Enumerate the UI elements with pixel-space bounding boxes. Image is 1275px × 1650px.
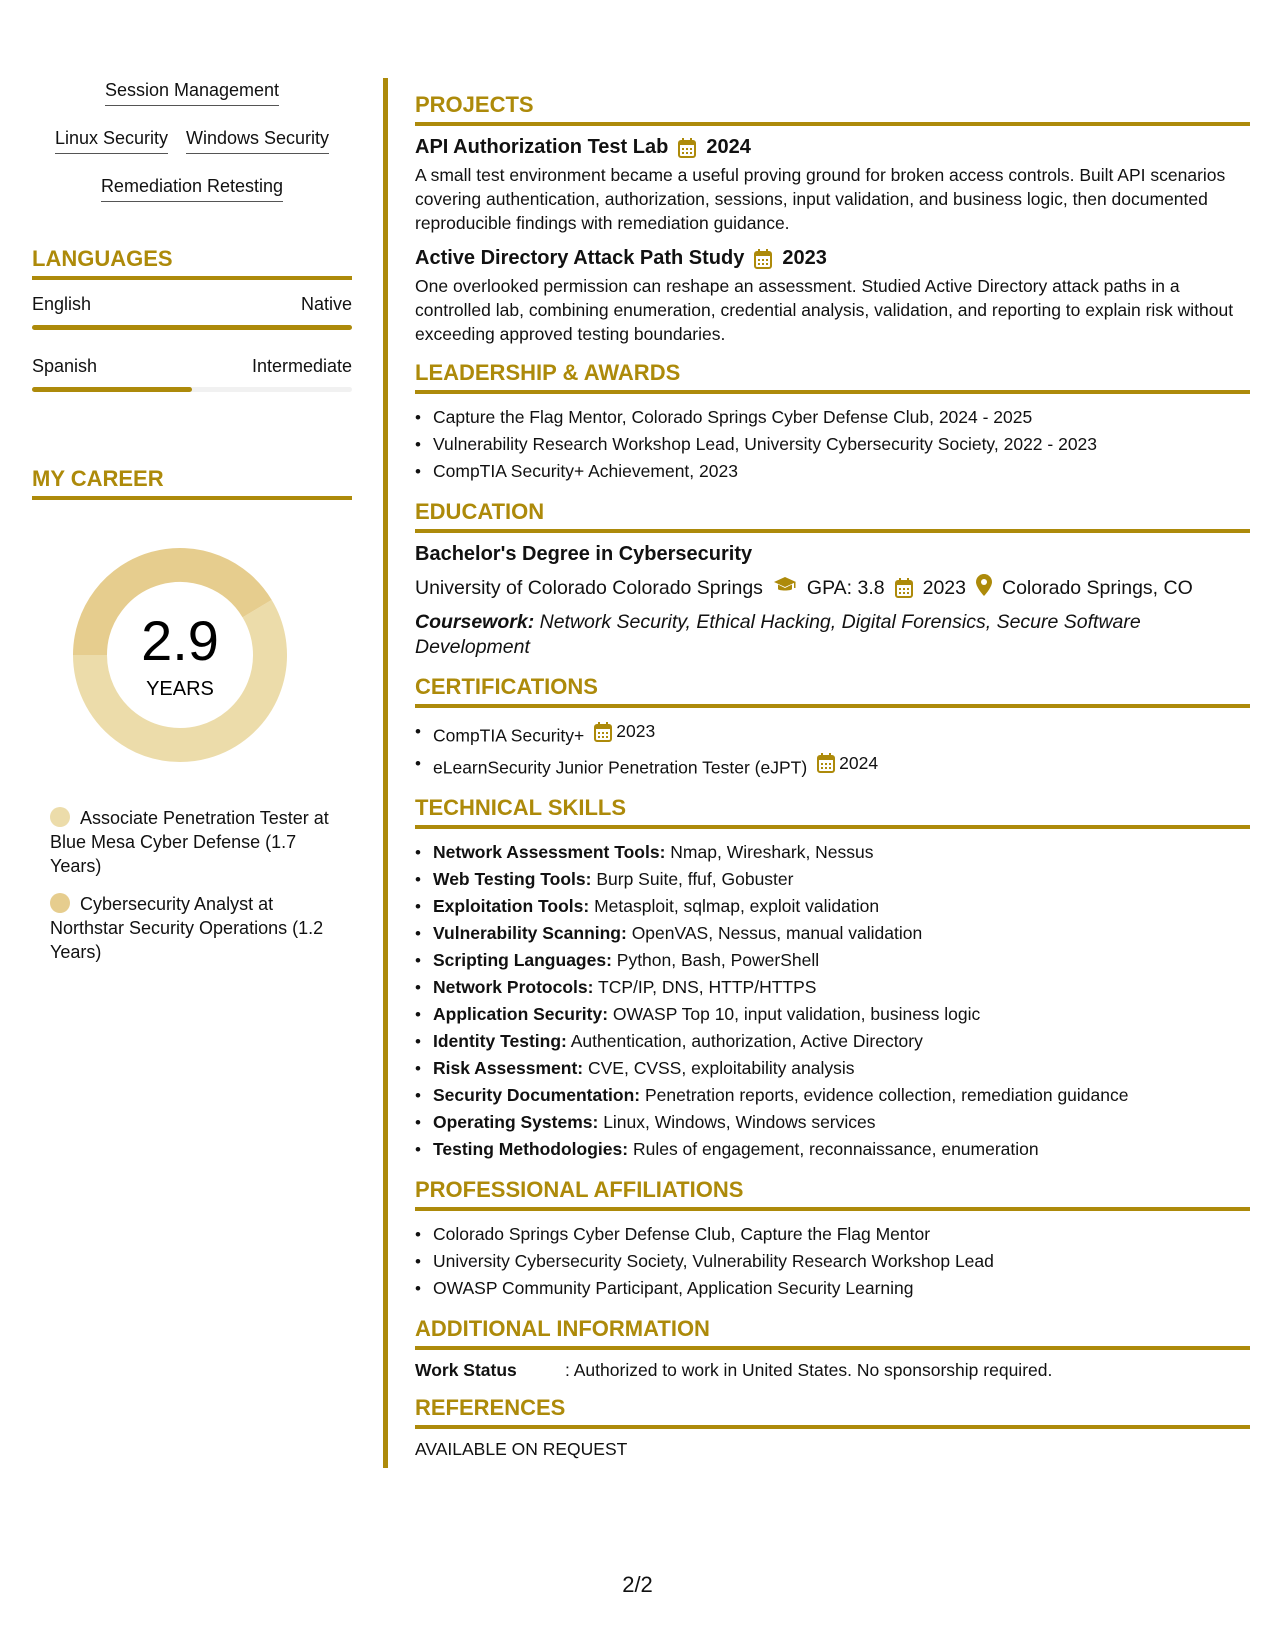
- career-donut: [65, 540, 295, 770]
- skill-item: [433, 1082, 1250, 1109]
- career-heading: MY CAREER: [32, 466, 352, 500]
- project-year: 2024: [706, 136, 751, 158]
- right-column: [415, 92, 1250, 1474]
- skill-label: Exploitation Tools:: [433, 896, 590, 916]
- skill-label: Web Testing Tools:: [433, 869, 592, 889]
- education-location: Colorado Springs, CO: [1002, 576, 1193, 599]
- project-description: One overlooked permission can reshape an assessment. Studied Active Directory attack paths in a controlled lab, combining enumeration, credential analysis, validation, and reporting to explain risk without exceeding approved testing boundaries.: [415, 276, 1234, 344]
- cert-name: CompTIA Security+: [433, 725, 585, 746]
- skill-item: [433, 974, 1250, 1001]
- skill-item: [433, 1136, 1250, 1163]
- career-item-text: Cybersecurity Analyst at Northstar Security Operations (1.2 Years): [50, 894, 324, 962]
- career-item: [50, 892, 332, 964]
- skill-label: Scripting Languages:: [433, 950, 612, 970]
- references-text: AVAILABLE ON REQUEST: [415, 1439, 628, 1459]
- language-bar: [32, 325, 352, 330]
- language-bar-fill: [32, 325, 352, 330]
- list-item: • CompTIA Security+ Achievement, 2023: [433, 458, 1250, 485]
- career-unit: YEARS: [146, 678, 214, 700]
- leadership-heading: LEADERSHIP & AWARDS: [415, 360, 1250, 394]
- skill-item: [433, 1028, 1250, 1055]
- skill-value: TCP/IP, DNS, HTTP/HTTPS: [593, 977, 817, 997]
- calendar-icon: [678, 138, 696, 158]
- skill-label: Operating Systems:: [433, 1112, 599, 1132]
- affiliations-heading: PROFESSIONAL AFFILIATIONS: [415, 1177, 1250, 1211]
- coursework-label: Coursework:: [415, 611, 535, 633]
- language-item: [32, 356, 352, 392]
- skill-label: Network Assessment Tools:: [433, 842, 666, 862]
- education-school: University of Colorado Colorado Springs: [415, 576, 763, 599]
- skill-value: Authentication, authorization, Active Directory: [566, 1031, 923, 1051]
- additional-info-section: [415, 1316, 1250, 1381]
- education-degree: Bachelor's Degree in Cybersecurity: [415, 543, 753, 565]
- list-item: • Capture the Flag Mentor, Colorado Springs Cyber Defense Club, 2024 - 2025: [433, 404, 1250, 431]
- list-item: [433, 750, 1250, 782]
- cert-year: 2024: [839, 752, 879, 773]
- references-heading: REFERENCES: [415, 1395, 1250, 1429]
- skill-item: [433, 947, 1250, 974]
- education-coursework: [415, 610, 1250, 660]
- column-divider: [383, 78, 388, 1468]
- education-gpa: GPA: 3.8: [806, 576, 885, 599]
- references-section: [415, 1395, 1250, 1460]
- legend-dot-icon: [50, 893, 70, 913]
- calendar-icon: [817, 753, 835, 773]
- language-name: Spanish: [32, 356, 98, 376]
- project-title-row: [415, 247, 1250, 270]
- skill-value: OWASP Top 10, input validation, business logic: [608, 1004, 981, 1024]
- location-pin-icon: [976, 574, 992, 602]
- career-item: [50, 806, 332, 878]
- skill-value: Linux, Windows, Windows services: [598, 1112, 876, 1132]
- calendar-icon: [594, 722, 612, 742]
- skill-item: [433, 893, 1250, 920]
- skill-value: CVE, CVSS, exploitability analysis: [583, 1058, 855, 1078]
- technical-skills-list: [415, 839, 1250, 1163]
- skill-item: [433, 839, 1250, 866]
- certifications-heading: CERTIFICATIONS: [415, 674, 1250, 708]
- info-value: : Authorized to work in United States. No sponsorship required.: [565, 1360, 1053, 1380]
- skills-tags: [32, 80, 352, 202]
- project-title-row: [415, 136, 1250, 159]
- projects-section: [415, 92, 1250, 346]
- list-item: • Vulnerability Research Workshop Lead, University Cybersecurity Society, 2022 - 2023: [433, 431, 1250, 458]
- skill-label: Identity Testing:: [433, 1031, 567, 1051]
- skill-item: [433, 866, 1250, 893]
- skill-item: [433, 1055, 1250, 1082]
- language-bar-fill: [32, 387, 192, 392]
- skill-item: [433, 1001, 1250, 1028]
- languages-section: [32, 246, 352, 392]
- skill-value: Nmap, Wireshark, Nessus: [665, 842, 874, 862]
- certifications-section: [415, 674, 1250, 781]
- list-item: • Colorado Springs Cyber Defense Club, Capture the Flag Mentor: [433, 1221, 1250, 1248]
- skill-value: Rules of engagement, reconnaissance, enumeration: [628, 1139, 1039, 1159]
- skill-label: Network Protocols:: [433, 977, 594, 997]
- list-item: [433, 718, 1250, 750]
- language-item: [32, 294, 352, 330]
- education-heading: EDUCATION: [415, 499, 1250, 533]
- additional-info-heading: ADDITIONAL INFORMATION: [415, 1316, 1250, 1350]
- skill-label: Vulnerability Scanning:: [433, 923, 627, 943]
- languages-heading: LANGUAGES: [32, 246, 352, 280]
- education-year: 2023: [922, 576, 966, 599]
- career-item-text: Associate Penetration Tester at Blue Mesa Cyber Defense (1.7 Years): [50, 808, 329, 876]
- calendar-icon: [895, 578, 913, 598]
- skill-tag: Linux Security: [55, 128, 168, 154]
- info-row: [415, 1360, 1250, 1381]
- cert-name: eLearnSecurity Junior Penetration Tester (eJPT): [433, 757, 808, 777]
- career-list: [32, 806, 332, 964]
- skill-tag: Session Management: [105, 80, 279, 106]
- language-name: English: [32, 294, 92, 314]
- language-level: Native: [300, 294, 352, 314]
- career-section: [32, 466, 352, 964]
- coursework-text: Network Security, Ethical Hacking, Digital Forensics, Secure Software Development: [415, 611, 1141, 658]
- cert-year: 2023: [616, 721, 656, 741]
- list-item: • University Cybersecurity Society, Vulnerability Research Workshop Lead: [433, 1248, 1250, 1275]
- project-title: API Authorization Test Lab: [415, 136, 669, 158]
- project-title: Active Directory Attack Path Study: [415, 247, 745, 269]
- list-item: • OWASP Community Participant, Application Security Learning: [433, 1275, 1250, 1302]
- calendar-icon: [754, 249, 772, 269]
- project-description: A small test environment became a useful proving ground for broken access controls. Built API scenarios covering authentication, authorization, sessions, input validation, and business logic, then documented reproducible findings with remediation guidance.: [415, 165, 1226, 233]
- skill-label: Testing Methodologies:: [433, 1139, 629, 1159]
- skill-value: OpenVAS, Nessus, manual validation: [626, 923, 923, 943]
- skill-tag: Remediation Retesting: [101, 176, 283, 202]
- technical-skills-heading: TECHNICAL SKILLS: [415, 795, 1250, 829]
- career-total: 2.9: [141, 609, 219, 672]
- projects-heading: PROJECTS: [415, 92, 1250, 126]
- education-details: [415, 574, 1250, 602]
- skill-label: Security Documentation:: [433, 1085, 641, 1105]
- affiliations-list: [415, 1221, 1250, 1302]
- graduation-cap-icon: [773, 576, 797, 600]
- skill-label: Application Security:: [433, 1004, 609, 1024]
- skill-tag: Windows Security: [186, 128, 329, 154]
- skill-value: Penetration reports, evidence collection, remediation guidance: [640, 1085, 1129, 1105]
- skill-value: Metasploit, sqlmap, exploit validation: [589, 896, 880, 916]
- education-section: [415, 499, 1250, 660]
- left-column: [32, 80, 352, 978]
- skill-label: Risk Assessment:: [433, 1058, 584, 1078]
- language-bar: [32, 387, 352, 392]
- skill-row: [32, 176, 352, 202]
- skill-value: Burp Suite, ffuf, Gobuster: [591, 869, 794, 889]
- info-key: Work Status: [415, 1360, 517, 1380]
- skill-item: [433, 1109, 1250, 1136]
- affiliations-section: [415, 1177, 1250, 1302]
- certifications-list: [415, 718, 1250, 781]
- technical-skills-section: [415, 795, 1250, 1163]
- skill-row: [32, 80, 352, 106]
- leadership-list: [415, 404, 1250, 485]
- language-level: Intermediate: [251, 356, 352, 376]
- legend-dot-icon: [50, 807, 70, 827]
- skill-value: Python, Bash, PowerShell: [611, 950, 820, 970]
- page-number: 2/2: [622, 1572, 653, 1597]
- skill-row: [32, 128, 352, 154]
- skill-item: [433, 920, 1250, 947]
- project-year: 2023: [782, 247, 827, 269]
- leadership-section: [415, 360, 1250, 485]
